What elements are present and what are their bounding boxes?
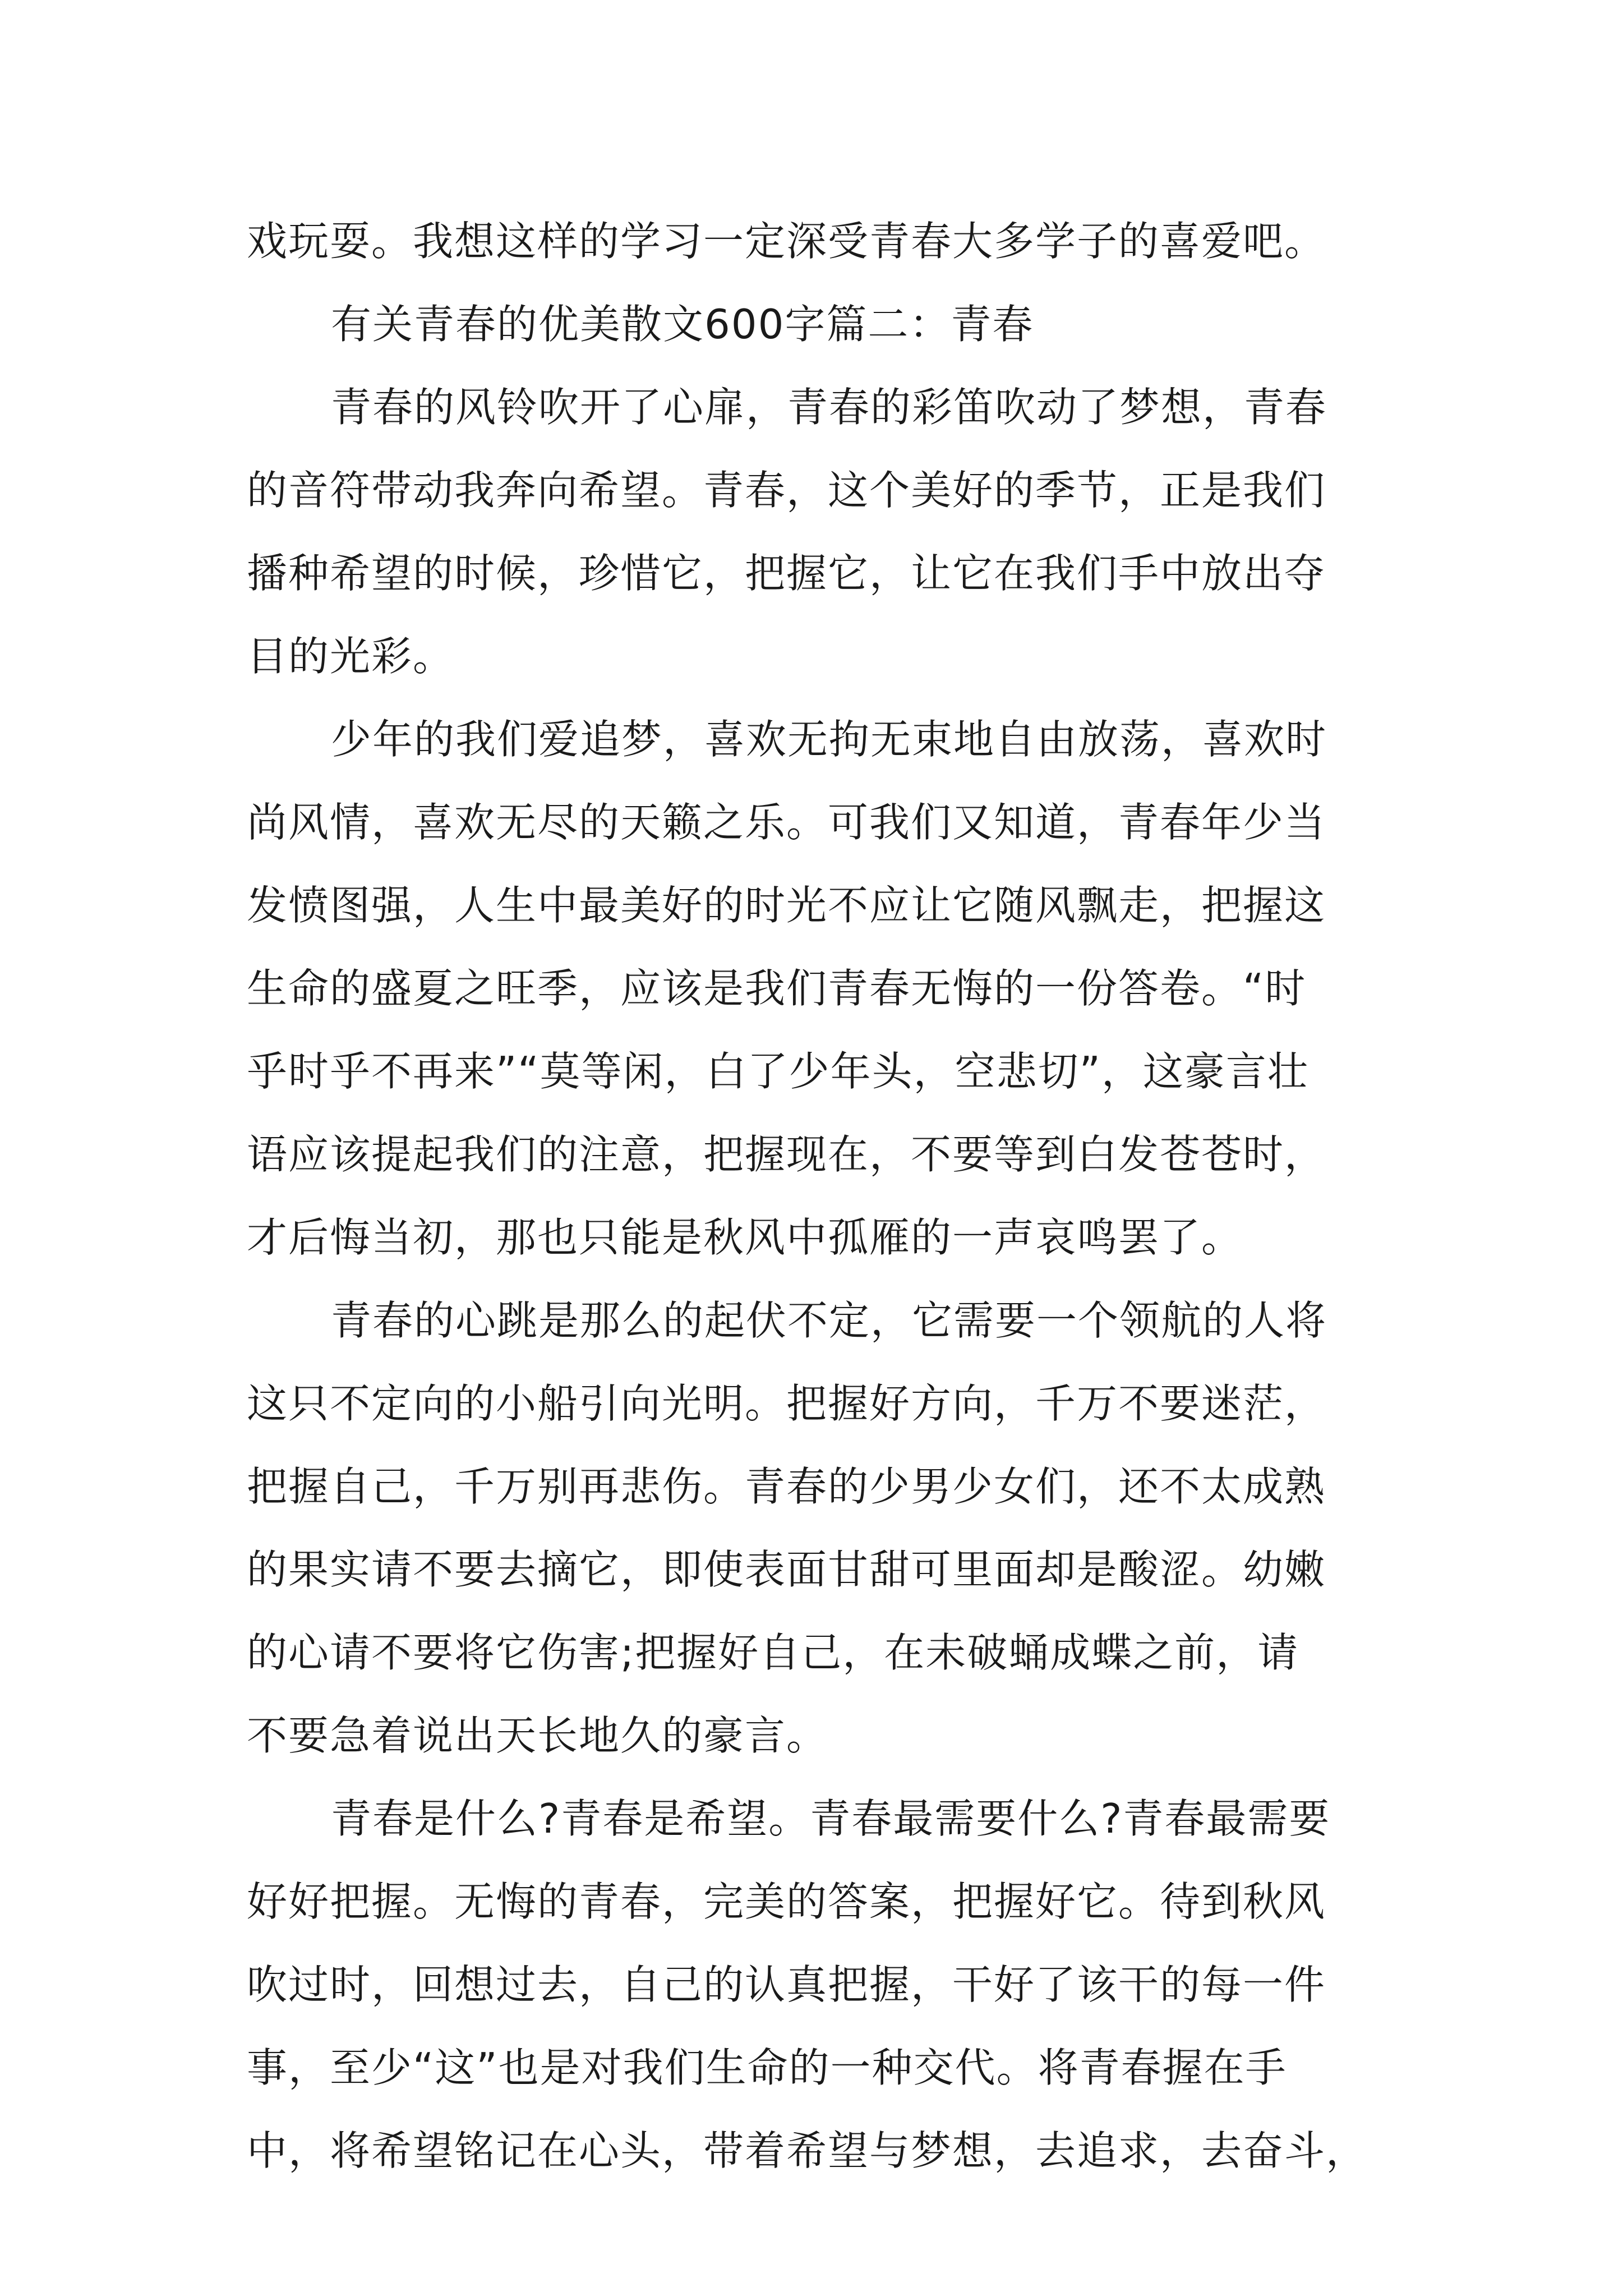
text-line: 青春的风铃吹开了心扉，青春的彩笛吹动了梦想，青春 [331,384,1327,431]
text-line: 不要急着说出天长地久的豪言。 [247,1712,828,1759]
text-line: 尚风情，喜欢无尽的天籁之乐。可我们又知道，青春年少当 [247,799,1326,846]
text-line: 吹过时，回想过去，自己的认真把握，干好了该干的每一件 [247,1961,1326,2008]
text-line: 播种希望的时候，珍惜它，把握它，让它在我们手中放出夺 [247,550,1326,597]
text-line: 这只不定向的小船引向光明。把握好方向，千万不要迷茫， [247,1380,1326,1427]
section-heading: 有关青春的优美散文600字篇二：青春 [331,301,1034,348]
text-line: 发愤图强，人生中最美好的时光不应让它随风飘走，把握这 [247,882,1326,929]
text-line: 青春是什么?青春是希望。青春最需要什么?青春最需要 [331,1795,1331,1842]
text-line: 的果实请不要去摘它，即使表面甘甜可里面却是酸涩。幼嫩 [247,1546,1326,1593]
text-line: 青春的心跳是那么的起伏不定，它需要一个领航的人将 [331,1297,1327,1344]
text-line: 把握自己，千万别再悲伤。青春的少男少女们，还不太成熟 [247,1463,1326,1510]
text-line: 生命的盛夏之旺季，应该是我们青春无悔的一份答卷。“时 [247,965,1307,1012]
text-line: 目的光彩。 [247,633,455,680]
text-line: 的心请不要将它伤害;把握好自己，在未破蛹成蝶之前，请 [247,1629,1299,1676]
text-line: 的音符带动我奔向希望。青春，这个美好的季节，正是我们 [247,467,1326,514]
text-line: 乎时乎不再来”“莫等闲，白了少年头，空悲切”，这豪言壮 [247,1048,1309,1095]
text-line: 才后悔当初，那也只能是秋风中孤雁的一声哀鸣罢了。 [247,1214,1243,1261]
text-line: 好好把握。无悔的青春，完美的答案，把握好它。待到秋风 [247,1878,1326,1925]
text-line: 事，至少“这”也是对我们生命的一种交代。将青春握在手 [247,2044,1287,2091]
text-line: 语应该提起我们的注意，把握现在，不要等到白发苍苍时， [247,1131,1326,1178]
text-line: 少年的我们爱追梦，喜欢无拘无束地自由放荡，喜欢时 [331,716,1327,763]
text-line: 戏玩耍。我想这样的学习一定深受青春大多学子的喜爱吧。 [247,218,1326,265]
text-line: 中，将希望铭记在心头，带着希望与梦想，去追求，去奋斗， [247,2127,1368,2174]
